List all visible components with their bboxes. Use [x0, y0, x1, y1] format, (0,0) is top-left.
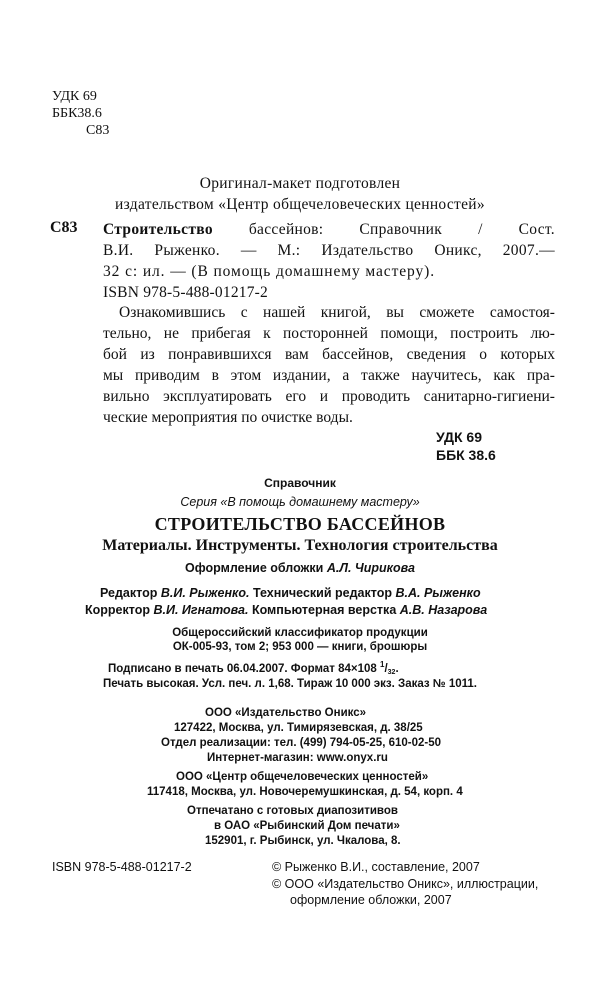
annotation-word: научитесь,: [411, 367, 482, 384]
printer-line3: 152901, г. Рыбинск, ул. Чкалова, 8.: [205, 835, 401, 847]
annotation-word: вам: [284, 346, 309, 363]
annotation-word: его: [285, 388, 307, 405]
cover-credit: [0, 561, 600, 575]
genre-label: Справочник: [264, 476, 336, 490]
bib-line-3: [103, 261, 555, 282]
classification-block: [52, 88, 109, 139]
annotation-word: пра-: [526, 367, 555, 384]
bibliographic-record: [103, 219, 555, 303]
tech-editor-label: Технический редактор: [252, 586, 392, 600]
publisher-phone: Отдел реализации: тел. (499) 794-05-25, 610-02-50: [161, 737, 442, 749]
annotation-word: посторонней: [283, 325, 368, 342]
bib-isbn: ISBN 978-5-488-01217-2: [103, 284, 268, 301]
annotation-word: вильно: [103, 388, 150, 405]
classifier-line1: Общероссийский классификатор продукции: [172, 627, 428, 639]
annotation-word: мы: [103, 367, 124, 384]
bib-line-4: [103, 282, 555, 303]
cover-label: Оформление обложки: [185, 561, 324, 575]
annotation-word: эксплуатировать: [163, 388, 272, 405]
bib-line-2: [103, 240, 555, 261]
udc-code: УДК 69: [52, 89, 97, 104]
prepared-by-line2: издательством «Центр общечеловеческих ценностей»: [115, 196, 485, 213]
annotation-word: как: [493, 367, 516, 384]
editor-label: Редактор: [100, 586, 158, 600]
cover-name: А.Л. Чирикова: [326, 561, 415, 575]
annotation-word: понравившихся: [168, 346, 272, 363]
print-info: Печать высокая. Усл. печ. л. 1,68. Тираж 10 000 экз. Заказ № 1011.: [103, 678, 477, 690]
bib-word: /: [478, 221, 483, 238]
center-name: ООО «Центр общечеловеческих ценностей»: [176, 771, 429, 783]
bib-author-mark: С83: [50, 219, 78, 236]
corrector-name: В.И. Игнатова.: [153, 603, 249, 617]
bbk-code: ББК38.6: [52, 106, 102, 121]
classifier-line2: ОК-005-93, том 2; 953 000 — книги, брошюры: [172, 641, 428, 653]
tech-editor-name: В.А. Рыженко: [395, 586, 481, 600]
annotation-word: тельно,: [103, 325, 152, 342]
bib-word: Оникс,: [434, 242, 482, 259]
prepared-by: [0, 173, 600, 215]
annotation-word: этом: [230, 367, 262, 384]
corrector-credit: [85, 603, 487, 617]
annotation-word: построить: [450, 325, 519, 342]
center-address: 117418, Москва, ул. Новочеремушкинская, д. 54, корп. 4: [147, 786, 463, 798]
annotation-line: [103, 386, 555, 407]
annotation-word: проводить: [341, 388, 411, 405]
printer-line1: Отпечатано с готовых диапозитивов: [187, 805, 398, 817]
annotation-word: лю-: [530, 325, 555, 342]
annotation-last: ческие мероприятия по очистке воды.: [103, 409, 353, 426]
signed-text: Подписано в печать 06.04.2007. Формат 84×108: [108, 663, 377, 675]
annotation-line: [103, 407, 555, 428]
annotation-line: [103, 302, 555, 323]
annotation: [103, 302, 555, 428]
layout-name: А.В. Назарова: [399, 603, 488, 617]
copyright-line3: оформление обложки, 2007: [290, 893, 452, 907]
publisher-name: ООО «Издательство Оникс»: [205, 707, 367, 719]
signed-to-print: Подписано в печать 06.04.2007. Формат 84×108 $^1/_{32}$.: [108, 660, 399, 676]
footer-isbn: ISBN 978-5-488-01217-2: [52, 860, 192, 874]
annotation-word: бой: [103, 346, 127, 363]
annotation-word: и: [319, 388, 329, 405]
annotation-line: [103, 365, 555, 386]
udc-code-right: УДК 69: [436, 429, 482, 445]
copyright-line1: © Рыженко В.И., составление, 2007: [272, 860, 480, 874]
bib-word: —: [240, 242, 257, 259]
bib-word: М.:: [277, 242, 301, 259]
annotation-word: вы: [386, 304, 404, 321]
product-classifier: [0, 626, 600, 654]
annotation-word: издании,: [272, 367, 331, 384]
annotation-word: санитарно-гигиени-: [423, 388, 555, 405]
publisher-address: 127422, Москва, ул. Тимирязевская, д. 38/25: [174, 722, 423, 734]
bib-word: В.И.: [103, 242, 134, 259]
annotation-word: с: [240, 304, 248, 321]
annotation-word: сможете: [419, 304, 475, 321]
annotation-word: которых: [500, 346, 555, 363]
series-label: Серия «В помощь домашнему мастеру»: [180, 495, 420, 509]
annotation-word: из: [140, 346, 155, 363]
copyright-line2: © ООО «Издательство Оникс», иллюстрации,: [272, 877, 539, 891]
bib-word: бассейнов:: [248, 221, 324, 238]
layout-label: Компьютерная верстка: [251, 603, 397, 617]
annotation-word: не: [163, 325, 179, 342]
annotation-word: сведения: [406, 346, 466, 363]
annotation-word: приводим: [134, 367, 200, 384]
annotation-word: также: [360, 367, 400, 384]
prepared-by-line1: Оригинал-макет подготовлен: [199, 175, 401, 192]
annotation-word: самостоя-: [489, 304, 555, 321]
annotation-line: [103, 323, 555, 344]
corrector-label: Корректор: [85, 603, 150, 617]
bib-pages: 32 с: ил. — (В помощь домашнему мастеру).: [103, 263, 435, 280]
bib-word: 2007.—: [502, 242, 555, 259]
annotation-word: нашей: [263, 304, 306, 321]
annotation-word: прибегая: [191, 325, 251, 342]
editor-name: В.И. Рыженко.: [160, 586, 250, 600]
bib-title: Строительство: [103, 221, 213, 238]
publisher-web: Интернет-магазин: www.onyx.ru: [207, 752, 388, 764]
bib-word: Справочник: [359, 221, 443, 238]
annotation-word: о: [479, 346, 488, 363]
book-title: СТРОИТЕЛЬСТВО БАССЕЙНОВ: [154, 514, 446, 534]
bib-word: Издательство: [321, 242, 414, 259]
bib-line-1: [103, 219, 555, 240]
printer-line2: в ОАО «Рыбинский Дом печати»: [214, 820, 400, 832]
classification-right: [436, 428, 496, 464]
annotation-word: Ознакомившись: [119, 304, 226, 321]
format-denominator: 32: [387, 669, 396, 676]
format-numerator: 1: [379, 660, 385, 669]
annotation-word: книгой,: [320, 304, 371, 321]
bib-word: Рыженко.: [154, 242, 220, 259]
annotation-word: к: [263, 325, 271, 342]
annotation-word: бассейнов,: [322, 346, 394, 363]
book-subtitle: Материалы. Инструменты. Технология строительства: [102, 537, 498, 554]
annotation-word: помощи,: [380, 325, 438, 342]
editors-credit: [100, 586, 481, 600]
annotation-line: [103, 344, 555, 365]
annotation-word: в: [211, 367, 219, 384]
bbk-code-right: ББК 38.6: [436, 447, 496, 463]
bib-word: Сост.: [518, 221, 555, 238]
annotation-word: а: [342, 367, 350, 384]
author-mark: С83: [86, 123, 110, 138]
